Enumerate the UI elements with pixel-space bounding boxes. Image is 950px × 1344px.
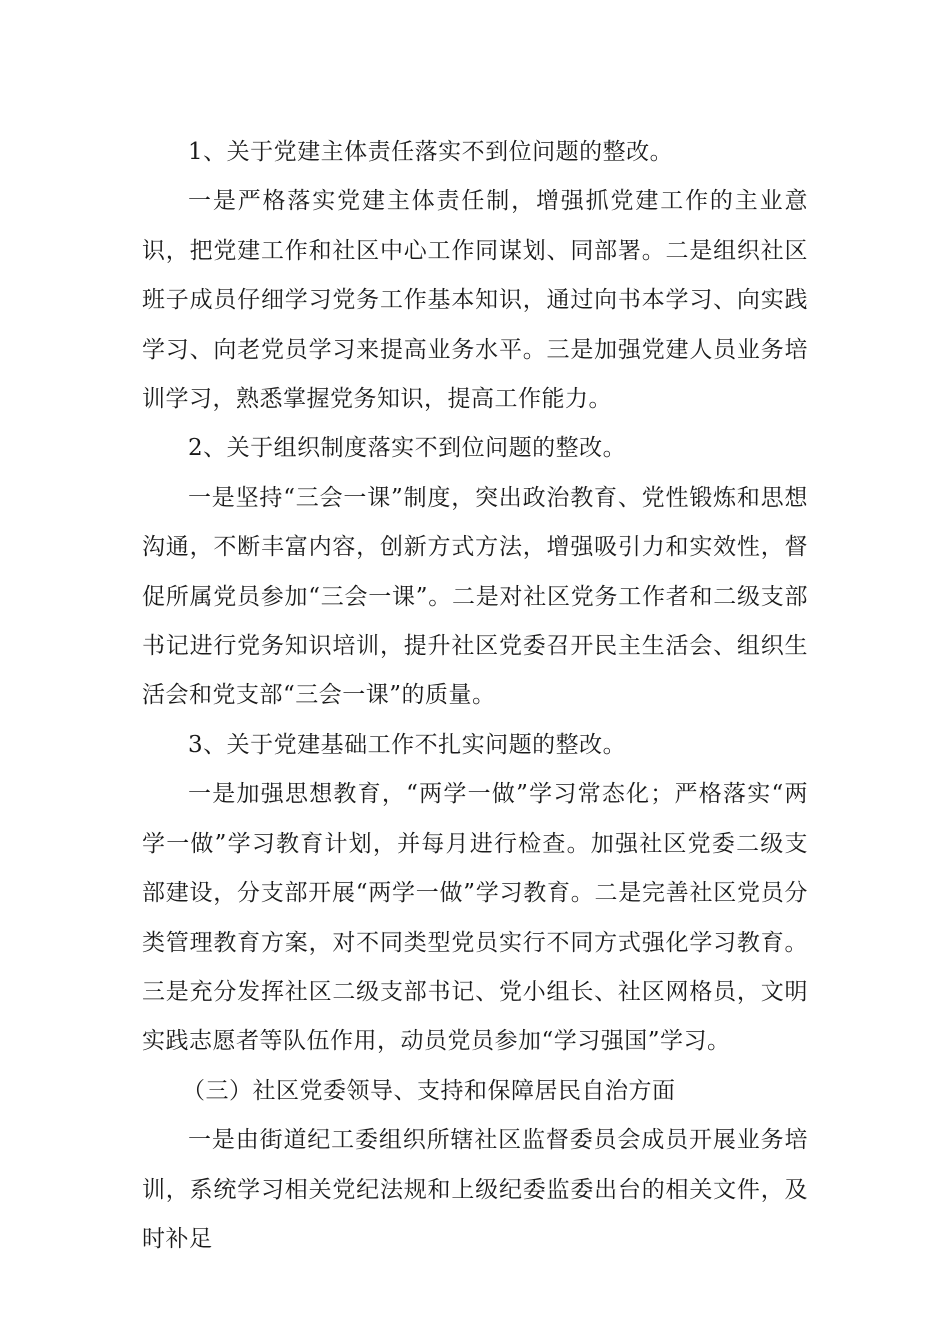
paragraph-3: 一是加强思想教育，“两学一做”学习常态化；严格落实“两学一做”学习教育计划，并每月进行检查。加强社区党委二级支部建设，分支部开展“两学一做”学习教育。二是完善社区党员分类管理教育方案，对不同类型党员实行不同方式强化学习教育。三是充分发挥社区二级支部书记、党小组长、社区网格员，文明实践志愿者等队伍作用，动员党员参加“学习强国”学习。 (142, 781, 808, 1055)
section-heading-1: 1、关于党建主体责任落实不到位问题的整改。 (188, 139, 674, 165)
section-heading-2: 2、关于组织制度落实不到位问题的整改。 (188, 435, 627, 462)
section-heading-3: 3、关于党建基础工作不扎实问题的整改。 (188, 731, 627, 758)
paragraph-2: 一是坚持“三会一课”制度，突出政治教育、党性锻炼和思想沟通，不断丰富内容，创新方式方法，增强吸引力和实效性，督促所属党员参加“三会一课”。二是对社区党务工作者和二级支部书记进行党务知识培训，提升社区党委召开民主生活会、组织生活会和党支部“三会一课”的质量。 (142, 484, 808, 709)
document-body (142, 128, 808, 1264)
paragraph-4: 一是由街道纪工委组织所辖社区监督委员会成员开展业务培训，系统学习相关党纪法规和上级纪委监委出台的相关文件，及时补足 (142, 1127, 808, 1252)
paragraph-1: 一是严格落实党建主体责任制，增强抓党建工作的主业意识，把党建工作和社区中心工作同谋划、同部署。二是组织社区班子成员仔细学习党务工作基本知识，通过向书本学习、向实践学习、向老党员学习来提高业务水平。三是加强党建人员业务培训学习，熟悉掌握党务知识，提高工作能力。 (142, 188, 808, 413)
section-subheading-3: （三）社区党委领导、支持和保障居民自治方面 (182, 1077, 676, 1104)
